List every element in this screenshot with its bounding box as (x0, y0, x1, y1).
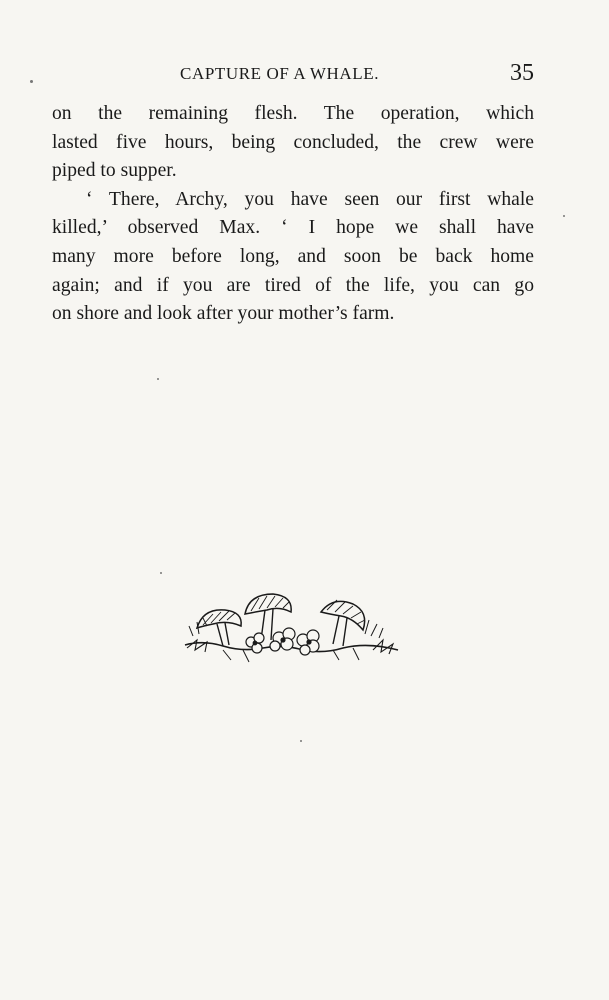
text-line: piped to supper. (52, 160, 177, 182)
paper-speck (157, 378, 159, 380)
paper-speck (563, 215, 565, 217)
text-line: lasted five hours, being concluded, the crew were (52, 131, 534, 153)
mushroom-right (321, 600, 365, 646)
page-number: 35 (510, 60, 534, 86)
paper-speck (30, 80, 33, 83)
text-line: many more before long, and soon be back home (52, 245, 534, 267)
paper-speck (300, 740, 302, 742)
text-line: killed,’ observed Max. ‘ I hope we shall have (52, 217, 534, 239)
flower-cluster (246, 628, 319, 655)
running-title: CAPTURE OF A WHALE. (180, 64, 380, 83)
body-text (52, 100, 534, 329)
mushroom-left (197, 610, 241, 646)
text-line: on shore and look after your mother’s farm. (52, 303, 395, 325)
text-line: ‘ There, Archy, you have seen our first whale (86, 188, 534, 210)
text-line: on the remaining flesh. The operation, which (52, 103, 534, 124)
paper-speck (160, 572, 162, 574)
text-line: again; and if you are tired of the life, you can go (52, 274, 534, 296)
floral-vignette-icon (183, 590, 401, 670)
running-head (52, 62, 534, 88)
